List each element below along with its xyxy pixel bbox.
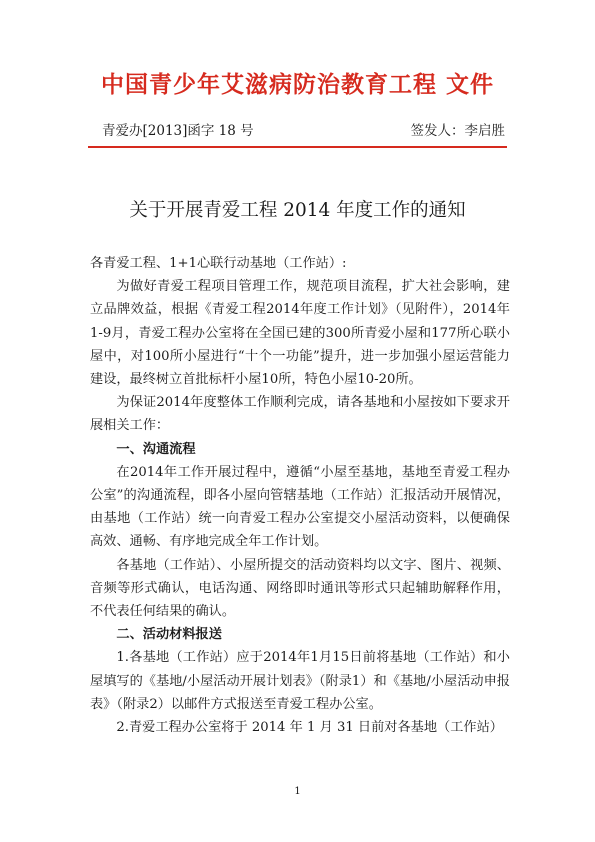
section-heading: 二、活动材料报送 (116, 627, 222, 643)
salutation: 各青爱工程、1+1心联行动基地（工作站）: (90, 256, 347, 271)
notice-body (90, 252, 510, 739)
page-number: 1 (294, 786, 301, 797)
doc-number: 青爱办[2013]函字 18 号 (102, 123, 254, 139)
signer: 签发人：李启胜 (410, 123, 505, 139)
paragraph: 在2014年工作开展过程中，遵循“小屋至基地，基地至青爱工程办公室”的沟通流程，即各小屋向管辖基地（工作站）汇报活动开展情况，由基地（工作站）统一向青爱工程办公室提交小屋活动资料，以便确保高效、通畅、有序地完成全年工作计划。 (90, 464, 510, 550)
notice-title: 关于开展青爱工程 2014 年度工作的通知 (129, 200, 466, 221)
org-title: 中国青少年艾滋病防治教育工程 文件 (100, 71, 494, 98)
paragraph: 1.各基地（工作站）应于2014年1月15日前将基地（工作站）和小屋填写的《基地/小屋活动开展计划表》（附录1）和《基地/小屋活动申报表》（附录2）以邮件方式报送至青爱工程办公室。 (90, 650, 510, 712)
paragraph: 为做好青爱工程项目管理工作，规范项目流程，扩大社会影响，建立品牌效益，根据《青爱工程2014年度工作计划》（见附件），2014年1-9月，青爱工程办公室将在全国已建的300所青爱小屋和177所心联小屋中，对100所小屋进行“十个一功能”提升，进一步加强小屋运营能力建设，最终树立首批标杆小屋10所，特色小屋10-20所。 (90, 279, 510, 388)
red-divider (88, 146, 507, 148)
doc-meta (102, 119, 505, 139)
paragraph: 各基地（工作站）、小屋所提交的活动资料均以文字、图片、视频、音频等形式确认，电话沟通、网络即时通讯等形式只起辅助解释作用，不代表任何结果的确认。 (90, 557, 510, 620)
paragraph: 为保证2014年度整体工作顺利完成，请各基地和小屋按如下要求开展相关工作： (90, 395, 510, 434)
paragraph: 2.青爱工程办公室将于 2014 年 1 月 31 日前对各基地（工作站） (116, 720, 503, 736)
section-heading: 一、沟通流程 (116, 441, 196, 457)
